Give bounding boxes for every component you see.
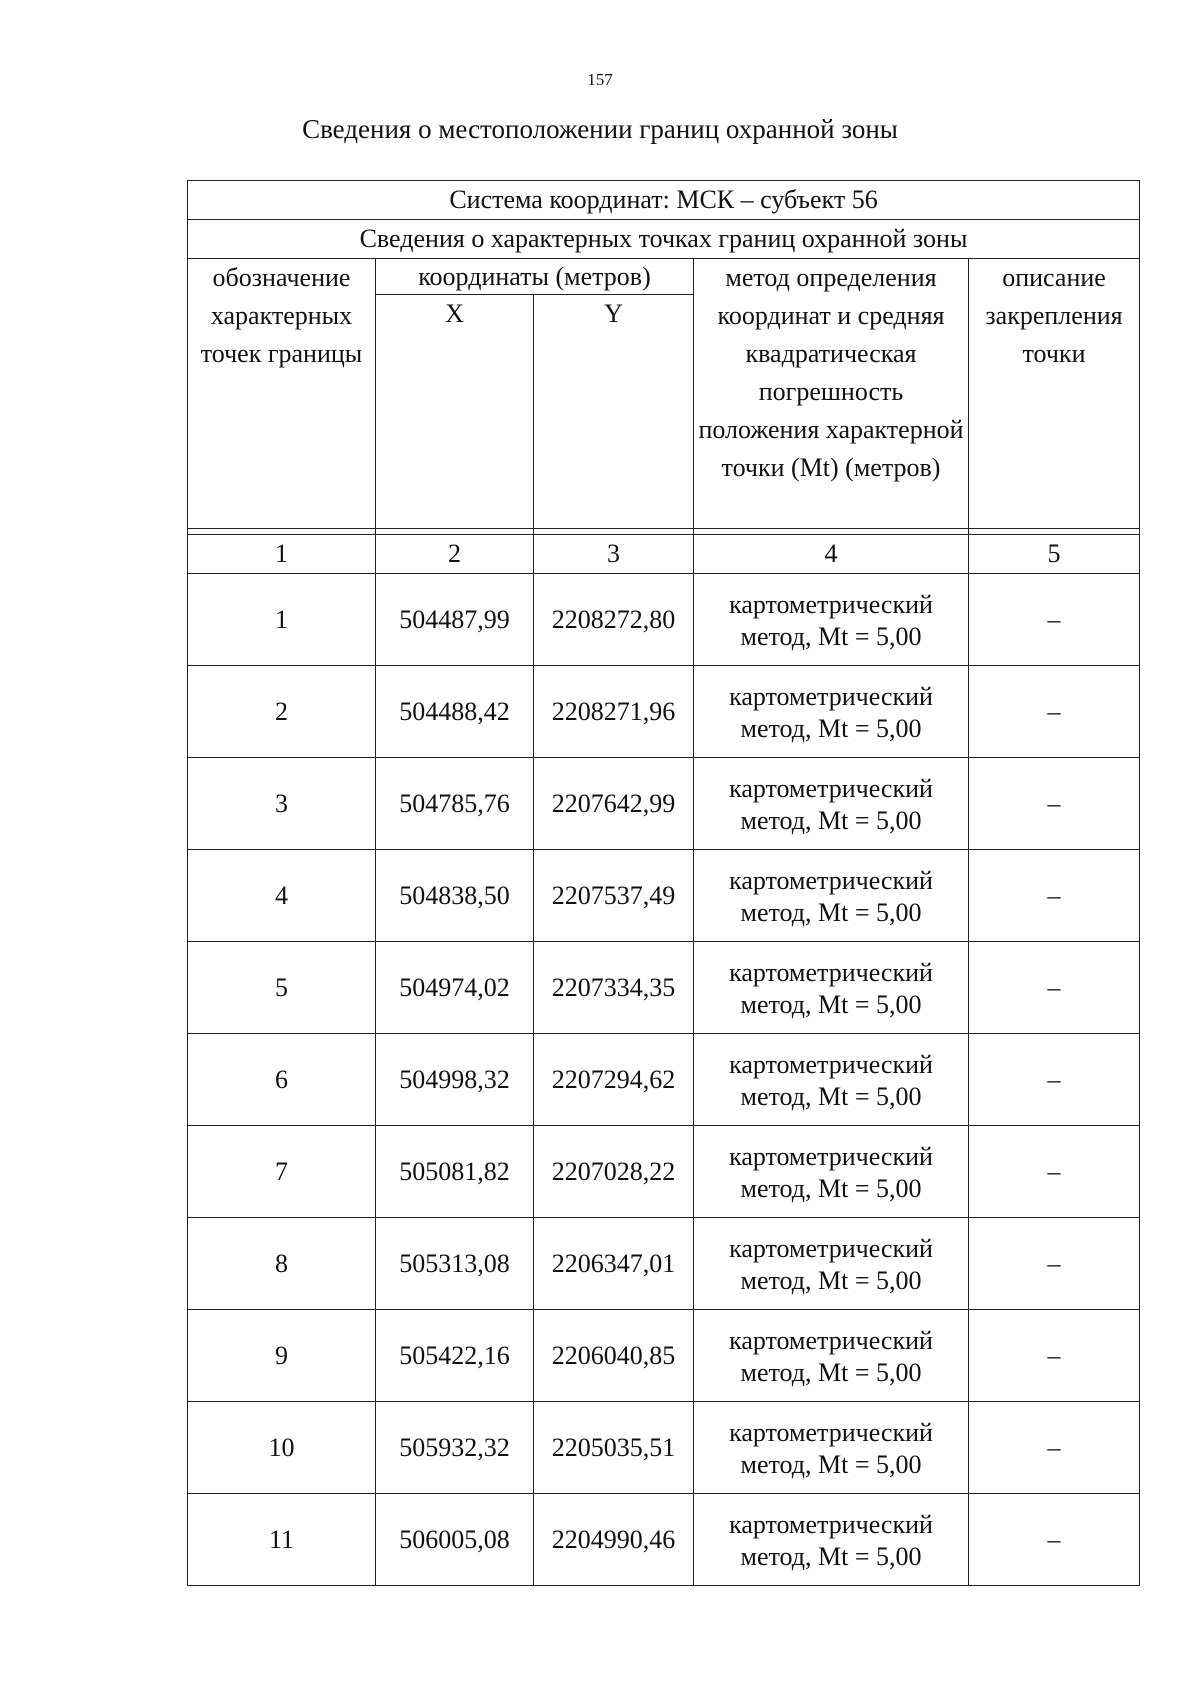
x-coordinate-cell: 504487,99 [376, 574, 534, 666]
table-row [188, 1218, 1140, 1310]
method-line-1: картометрический [729, 865, 933, 895]
description-cell: – [969, 1218, 1140, 1310]
method-cell [694, 1402, 969, 1494]
method-cell [694, 1310, 969, 1402]
method-line-1: картометрический [729, 589, 933, 619]
description-cell: – [969, 1034, 1140, 1126]
description-cell: – [969, 1494, 1140, 1586]
method-line-2: метод, Mt = 5,00 [740, 1081, 922, 1111]
description-cell: – [969, 1402, 1140, 1494]
y-coordinate-cell: 2207537,49 [534, 850, 694, 942]
y-coordinate-cell: 2207334,35 [534, 942, 694, 1034]
y-coordinate-cell: 2205035,51 [534, 1402, 694, 1494]
table-row [188, 1034, 1140, 1126]
point-number-cell: 3 [188, 758, 376, 850]
table-row [188, 942, 1140, 1034]
point-number-cell: 2 [188, 666, 376, 758]
method-cell [694, 1126, 969, 1218]
method-line-1: картометрический [729, 1049, 933, 1079]
header-description: описание закрепления точки [969, 259, 1140, 529]
method-cell [694, 758, 969, 850]
method-line-1: картометрический [729, 1141, 933, 1171]
y-coordinate-cell: 2207294,62 [534, 1034, 694, 1126]
y-coordinate-cell: 2206347,01 [534, 1218, 694, 1310]
method-cell [694, 1218, 969, 1310]
description-cell: – [969, 574, 1140, 666]
x-coordinate-cell: 505081,82 [376, 1126, 534, 1218]
x-coordinate-cell: 504974,02 [376, 942, 534, 1034]
table-row [188, 1126, 1140, 1218]
method-line-2: метод, Mt = 5,00 [740, 1265, 922, 1295]
page-number: 157 [587, 70, 613, 89]
method-line-1: картометрический [729, 957, 933, 987]
boundary-points-table [187, 180, 1140, 1586]
table-row [188, 1494, 1140, 1586]
column-number: 2 [376, 535, 534, 574]
x-coordinate-cell: 504488,42 [376, 666, 534, 758]
x-coordinate-cell: 505422,16 [376, 1310, 534, 1402]
description-cell: – [969, 666, 1140, 758]
column-number: 5 [969, 535, 1140, 574]
method-cell [694, 850, 969, 942]
table-row [188, 574, 1140, 666]
table-row [188, 758, 1140, 850]
y-coordinate-cell: 2206040,85 [534, 1310, 694, 1402]
method-line-1: картометрический [729, 681, 933, 711]
point-number-cell: 10 [188, 1402, 376, 1494]
point-number-cell: 9 [188, 1310, 376, 1402]
x-coordinate-cell: 504998,32 [376, 1034, 534, 1126]
method-line-1: картометрический [729, 773, 933, 803]
table-row [188, 1402, 1140, 1494]
method-cell [694, 942, 969, 1034]
method-line-2: метод, Mt = 5,00 [740, 621, 922, 651]
y-coordinate-cell: 2204990,46 [534, 1494, 694, 1586]
description-cell: – [969, 850, 1140, 942]
method-line-2: метод, Mt = 5,00 [740, 1449, 922, 1479]
description-cell: – [969, 942, 1140, 1034]
section-title: Сведения о характерных точках границ охранной зоны [188, 220, 1140, 259]
method-line-2: метод, Mt = 5,00 [740, 1173, 922, 1203]
header-designation: обозначение характерных точек границы [188, 259, 376, 529]
method-cell [694, 666, 969, 758]
method-line-2: метод, Mt = 5,00 [740, 1357, 922, 1387]
table-row [188, 1310, 1140, 1402]
description-cell: – [969, 758, 1140, 850]
method-line-2: метод, Mt = 5,00 [740, 805, 922, 835]
x-coordinate-cell: 505932,32 [376, 1402, 534, 1494]
method-line-1: картометрический [729, 1417, 933, 1447]
y-coordinate-cell: 2207642,99 [534, 758, 694, 850]
y-coordinate-cell: 2208271,96 [534, 666, 694, 758]
coordinate-system-label: Система координат: МСК – субъект 56 [188, 181, 1140, 220]
table-body [188, 574, 1140, 1586]
page-title: Сведения о местоположении границ охранной зоны [302, 114, 898, 144]
header-x: X [376, 295, 534, 529]
header-coordinates: координаты (метров) [376, 259, 694, 295]
column-number: 3 [534, 535, 694, 574]
point-number-cell: 1 [188, 574, 376, 666]
method-cell [694, 1034, 969, 1126]
method-line-1: картометрический [729, 1233, 933, 1263]
description-cell: – [969, 1310, 1140, 1402]
method-line-2: метод, Mt = 5,00 [740, 897, 922, 927]
point-number-cell: 6 [188, 1034, 376, 1126]
header-y: Y [534, 295, 694, 529]
y-coordinate-cell: 2207028,22 [534, 1126, 694, 1218]
method-line-2: метод, Mt = 5,00 [740, 989, 922, 1019]
point-number-cell: 8 [188, 1218, 376, 1310]
method-line-1: картометрический [729, 1325, 933, 1355]
point-number-cell: 7 [188, 1126, 376, 1218]
column-numbers-row [188, 535, 1140, 574]
table-header [188, 181, 1140, 574]
y-coordinate-cell: 2208272,80 [534, 574, 694, 666]
method-cell [694, 1494, 969, 1586]
x-coordinate-cell: 505313,08 [376, 1218, 534, 1310]
method-cell [694, 574, 969, 666]
x-coordinate-cell: 504838,50 [376, 850, 534, 942]
table-row [188, 666, 1140, 758]
point-number-cell: 11 [188, 1494, 376, 1586]
header-method: метод определения координат и средняя квадратическая погрешность положения характерной точки (Mt) (метров) [694, 259, 969, 529]
method-line-2: метод, Mt = 5,00 [740, 713, 922, 743]
method-line-1: картометрический [729, 1509, 933, 1539]
column-number: 1 [188, 535, 376, 574]
point-number-cell: 4 [188, 850, 376, 942]
x-coordinate-cell: 504785,76 [376, 758, 534, 850]
x-coordinate-cell: 506005,08 [376, 1494, 534, 1586]
point-number-cell: 5 [188, 942, 376, 1034]
column-number: 4 [694, 535, 969, 574]
method-line-2: метод, Mt = 5,00 [740, 1541, 922, 1571]
table-row [188, 850, 1140, 942]
description-cell: – [969, 1126, 1140, 1218]
